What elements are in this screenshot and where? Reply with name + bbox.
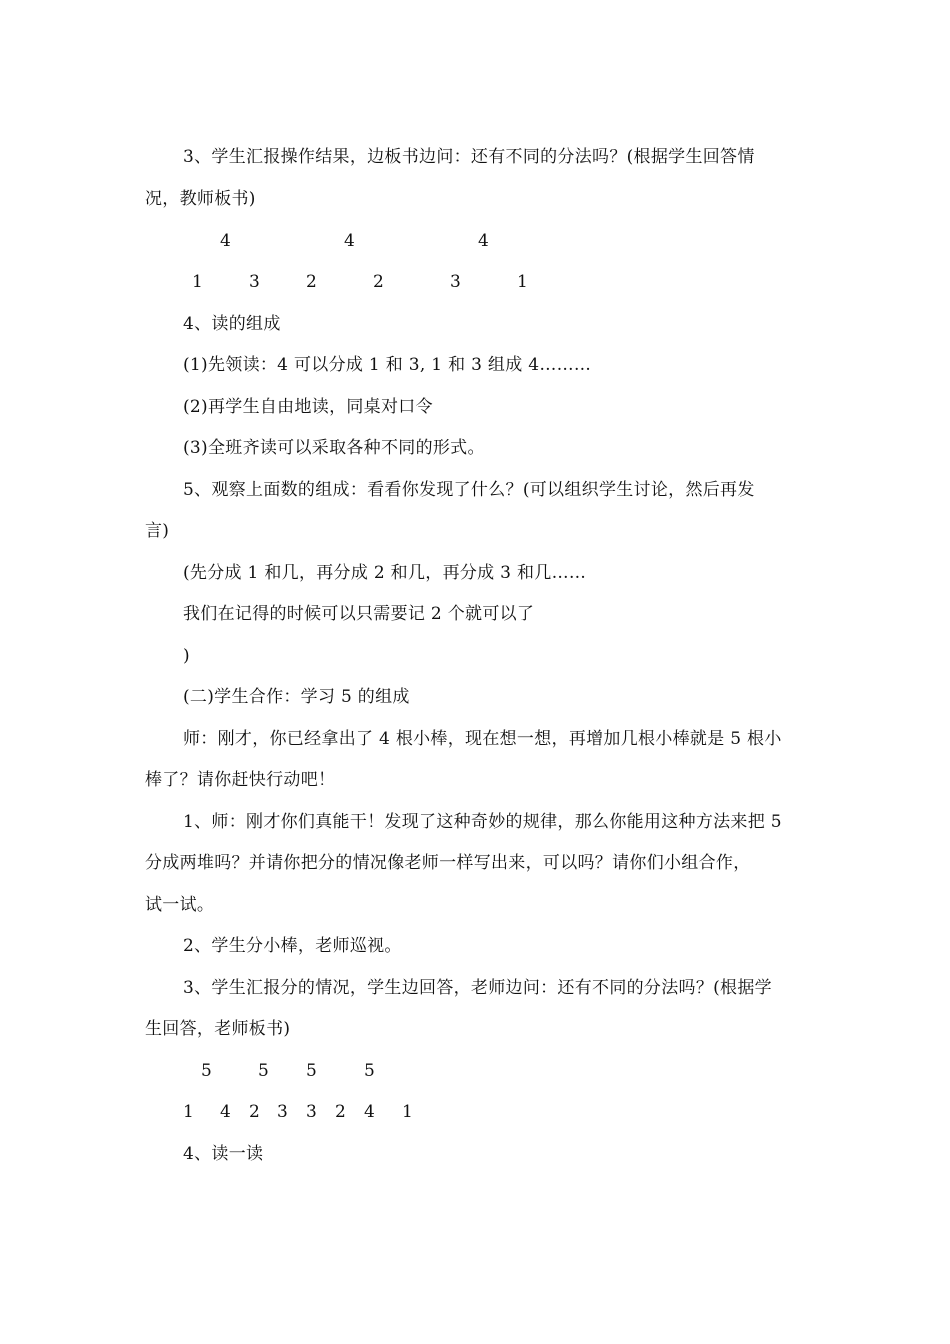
- paragraph-line: 3、学生汇报分的情况，学生边回答，老师边问：还有不同的分法吗？(根据学: [183, 978, 772, 998]
- paragraph-line: 试一试。: [145, 895, 215, 915]
- board-part: 1: [517, 272, 528, 292]
- board-total: 5: [258, 1061, 269, 1081]
- paragraph-line: (3)全班齐读可以采取各种不同的形式。: [183, 438, 485, 458]
- paragraph-line: 1、师：刚才你们真能干！发现了这种奇妙的规律，那么你能用这种方法来把 5: [183, 812, 782, 832]
- paragraph-line: ): [183, 646, 190, 666]
- board-total: 5: [201, 1061, 212, 1081]
- board-part: 1: [192, 272, 203, 292]
- paragraph-line: 3、学生汇报操作结果，边板书边问：还有不同的分法吗？(根据学生回答情: [183, 147, 755, 167]
- paragraph-line: (先分成 1 和几，再分成 2 和几，再分成 3 和几……: [183, 563, 587, 583]
- section-heading: (二)学生合作：学习 5 的组成: [183, 687, 410, 707]
- board-part: 3: [306, 1102, 317, 1122]
- paragraph-line: 师：刚才，你已经拿出了 4 根小棒，现在想一想，再增加几根小棒就是 5 根小: [183, 729, 782, 749]
- paragraph-line: (2)再学生自由地读，同桌对口令: [183, 397, 433, 417]
- board-total: 4: [220, 231, 231, 251]
- board-total: 4: [344, 231, 355, 251]
- section-heading: 4、读的组成: [183, 314, 281, 334]
- board-part: 2: [335, 1102, 346, 1122]
- paragraph-line: 生回答，老师板书): [145, 1019, 291, 1039]
- paragraph-line: 棒了？请你赶快行动吧！: [145, 770, 336, 790]
- board-part: 1: [402, 1102, 413, 1122]
- board-part: 1: [183, 1102, 194, 1122]
- board-total: 5: [364, 1061, 375, 1081]
- paragraph-line: 言): [145, 521, 170, 541]
- board-part: 3: [450, 272, 461, 292]
- board-part: 3: [277, 1102, 288, 1122]
- board-part: 2: [249, 1102, 260, 1122]
- board-total: 4: [478, 231, 489, 251]
- board-part: 2: [306, 272, 317, 292]
- board-part: 4: [220, 1102, 231, 1122]
- board-part: 2: [373, 272, 384, 292]
- paragraph-line: (1)先领读：4 可以分成 1 和 3, 1 和 3 组成 4………: [183, 355, 592, 375]
- section-heading: 4、读一读: [183, 1144, 264, 1164]
- paragraph-line: 我们在记得的时候可以只需要记 2 个就可以了: [183, 604, 535, 624]
- paragraph-line: 2、学生分小棒，老师巡视。: [183, 936, 402, 956]
- board-total: 5: [306, 1061, 317, 1081]
- board-part: 3: [249, 272, 260, 292]
- paragraph-line: 况，教师板书): [145, 189, 256, 209]
- paragraph-line: 分成两堆吗？并请你把分的情况像老师一样写出来，可以吗？请你们小组合作，: [145, 853, 751, 873]
- paragraph-line: 5、观察上面数的组成：看看你发现了什么？(可以组织学生讨论，然后再发: [183, 480, 755, 500]
- board-part: 4: [364, 1102, 375, 1122]
